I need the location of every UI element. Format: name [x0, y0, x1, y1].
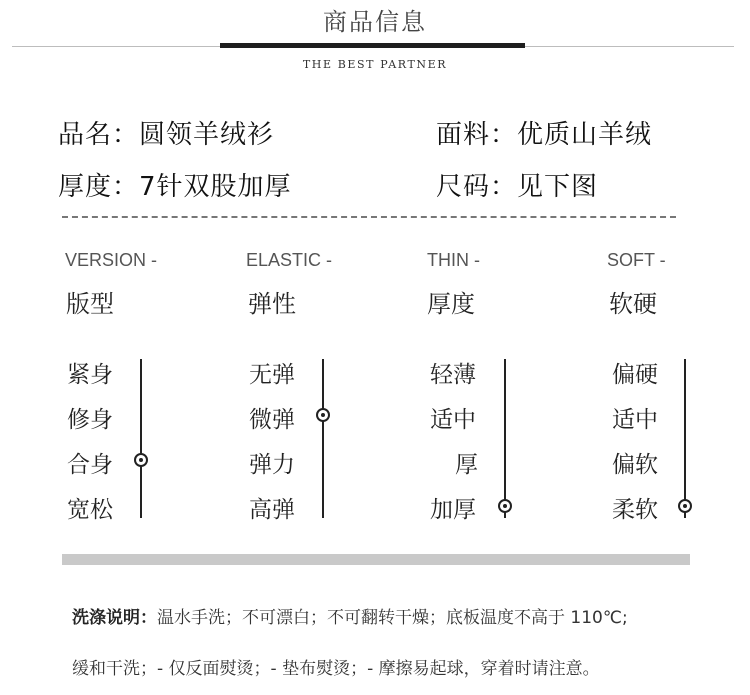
section-divider-bar — [62, 554, 690, 565]
product-thickness: 厚度：7针双股加厚 — [58, 172, 292, 202]
attribute-option: 偏软 — [612, 452, 658, 478]
attribute-scale-line — [140, 359, 142, 518]
attribute-option: 无弹 — [249, 362, 295, 388]
selected-marker-icon — [678, 499, 692, 513]
attribute-option: 高弹 — [249, 497, 295, 523]
attribute-option: 紧身 — [67, 362, 113, 388]
attribute-header-cn: 弹性 — [248, 290, 296, 318]
attribute-header-cn: 版型 — [66, 290, 114, 318]
attribute-option: 厚 — [455, 452, 478, 478]
attribute-option: 合身 — [67, 452, 113, 478]
title-underline-accent — [220, 43, 525, 48]
attribute-header-en: VERSION - — [65, 250, 158, 270]
washing-text: 温水手洗；不可漂白；不可翻转干燥；底板温度不高于 110℃; — [157, 608, 628, 628]
washing-label: 洗涤说明： — [72, 608, 157, 628]
washing-instructions-line1 — [72, 603, 628, 628]
page-title: 商品信息 — [323, 8, 427, 36]
selected-marker-icon — [498, 499, 512, 513]
attribute-header-en: SOFT - — [607, 250, 666, 270]
attribute-option: 微弹 — [249, 407, 295, 433]
attribute-option: 宽松 — [67, 497, 113, 523]
attribute-scale-line — [322, 359, 324, 518]
selected-marker-icon — [316, 408, 330, 422]
attribute-scale-line — [504, 359, 506, 518]
attribute-header-en: THIN - — [427, 250, 480, 270]
product-name: 品名：圆领羊绒衫 — [58, 120, 275, 150]
product-fabric: 面料：优质山羊绒 — [436, 120, 653, 150]
attribute-option: 弹力 — [249, 452, 295, 478]
attribute-option: 修身 — [67, 407, 113, 433]
attribute-header-en: ELASTIC - — [246, 250, 333, 270]
washing-instructions-line2: 缓和干洗；- 仅反面熨烫；- 垫布熨烫；- 摩擦易起球，穿着时请注意。 — [72, 659, 600, 679]
attribute-option: 适中 — [430, 407, 476, 433]
attribute-option: 柔软 — [612, 497, 658, 523]
attribute-option: 轻薄 — [430, 362, 476, 388]
attribute-option: 适中 — [612, 407, 658, 433]
attribute-header-cn: 软硬 — [609, 290, 657, 318]
attribute-scale-line — [684, 359, 686, 518]
attribute-option: 偏硬 — [612, 362, 658, 388]
product-size: 尺码：见下图 — [436, 172, 599, 202]
selected-marker-icon — [134, 453, 148, 467]
page-subtitle: THE BEST PARTNER — [302, 58, 448, 71]
dashed-divider — [62, 216, 676, 218]
attribute-header-cn: 厚度 — [427, 290, 475, 318]
attribute-option: 加厚 — [430, 497, 476, 523]
